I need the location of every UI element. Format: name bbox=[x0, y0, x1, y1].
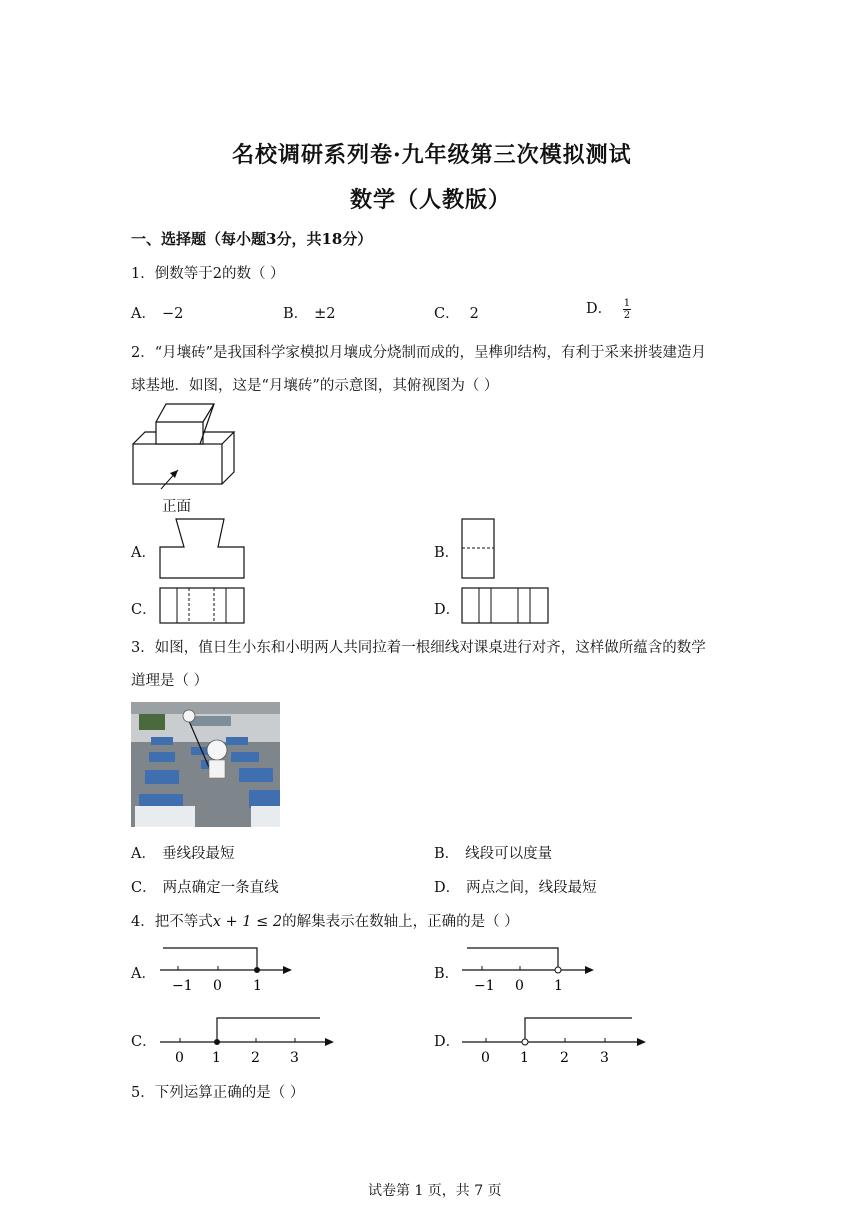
fraction-numerator: 1 bbox=[623, 297, 631, 309]
question-2-stem-line1: 2．“月壤砖”是我国科学家模拟月壤成分烧制而成的，呈榫卯结构，有利于采来拼装建造月 bbox=[131, 345, 707, 361]
q1-option-c[interactable] bbox=[434, 302, 479, 323]
q4-option-d-numberline bbox=[460, 1010, 652, 1066]
q2-option-c-label[interactable]: C． bbox=[131, 602, 157, 618]
inequality: x + 1 ≤ 2 bbox=[212, 914, 283, 930]
figure-label-front: 正面 bbox=[162, 499, 191, 515]
q4-option-c-label[interactable]: C． bbox=[131, 1034, 157, 1050]
option-text: 两点确定一条直线 bbox=[162, 880, 279, 896]
q4-option-a-numberline bbox=[158, 940, 298, 996]
q3-option-b[interactable] bbox=[434, 842, 552, 863]
page-title: 名校调研系列卷·九年级第三次模拟测试 bbox=[232, 142, 632, 168]
option-letter: A． bbox=[131, 306, 156, 322]
q2-option-c-figure bbox=[158, 586, 246, 626]
tick-label: 3 bbox=[290, 1050, 299, 1066]
option-text: 2 bbox=[469, 306, 479, 322]
q3-option-c[interactable] bbox=[131, 876, 279, 897]
q4-option-d-label[interactable]: D． bbox=[434, 1034, 461, 1050]
classroom-photo bbox=[131, 702, 280, 827]
q2-option-a-label[interactable]: A． bbox=[131, 545, 156, 561]
option-text: ±2 bbox=[314, 306, 336, 322]
q2-option-d-label[interactable]: D． bbox=[434, 602, 461, 618]
q4-option-a-label[interactable]: A． bbox=[131, 966, 156, 982]
tick-label: 0 bbox=[481, 1050, 490, 1066]
option-letter: A． bbox=[131, 846, 156, 862]
option-text: 垂线段最短 bbox=[161, 846, 235, 862]
tick-label: −1 bbox=[474, 978, 495, 994]
option-letter: C． bbox=[434, 306, 460, 322]
q4-option-b-numberline bbox=[460, 940, 600, 996]
tick-label: −1 bbox=[172, 978, 193, 994]
question-4-stem bbox=[131, 910, 519, 931]
q4-option-b-label[interactable]: B． bbox=[434, 966, 460, 982]
q2-option-a-figure bbox=[158, 517, 248, 581]
q2-option-b-figure bbox=[460, 517, 496, 581]
question-2-stem-line2: 球基地．如图，这是“月壤砖”的示意图，其俯视图为（ ） bbox=[131, 378, 499, 394]
section-heading: 一、选择题（每小题3分，共18分） bbox=[131, 230, 373, 248]
tick-label: 2 bbox=[251, 1050, 260, 1066]
option-letter: D． bbox=[586, 301, 613, 317]
fraction bbox=[623, 298, 631, 321]
question-1-stem: 1．倒数等于2的数（ ） bbox=[131, 266, 285, 282]
tick-label: 1 bbox=[554, 978, 563, 994]
option-text: −2 bbox=[161, 306, 184, 322]
stem-pre: 4．把不等式 bbox=[131, 914, 213, 930]
option-letter: D． bbox=[434, 880, 461, 896]
tick-label: 2 bbox=[560, 1050, 569, 1066]
tick-label: 0 bbox=[175, 1050, 184, 1066]
q1-option-d[interactable] bbox=[586, 297, 631, 321]
tick-label: 1 bbox=[212, 1050, 221, 1066]
q1-option-a[interactable] bbox=[131, 302, 183, 323]
option-text: 两点之间，线段最短 bbox=[466, 880, 597, 896]
option-letter: C． bbox=[131, 880, 157, 896]
tick-label: 1 bbox=[520, 1050, 529, 1066]
q2-option-d-figure bbox=[460, 586, 550, 626]
tick-label: 0 bbox=[213, 978, 222, 994]
q3-option-a[interactable] bbox=[131, 842, 234, 863]
question-3-stem-line2: 道理是（ ） bbox=[131, 673, 209, 689]
page-subtitle: 数学（人教版） bbox=[350, 187, 512, 213]
fraction-denominator: 2 bbox=[623, 309, 631, 321]
q3-option-d[interactable] bbox=[434, 876, 597, 897]
stem-post: 的解集表示在数轴上，正确的是（ ） bbox=[282, 914, 519, 930]
option-letter: B． bbox=[283, 306, 309, 322]
tick-label: 0 bbox=[515, 978, 524, 994]
q4-option-c-numberline bbox=[158, 1010, 340, 1066]
option-text: 线段可以度量 bbox=[465, 846, 553, 862]
question-5-stem: 5．下列运算正确的是（ ） bbox=[131, 1085, 305, 1101]
option-letter: B． bbox=[434, 846, 460, 862]
page-footer: 试卷第 1 页，共 7 页 bbox=[368, 1183, 502, 1199]
tick-label: 1 bbox=[253, 978, 262, 994]
q2-option-b-label[interactable]: B． bbox=[434, 545, 460, 561]
tick-label: 3 bbox=[600, 1050, 609, 1066]
question-3-stem-line1: 3．如图，值日生小东和小明两人共同拉着一根细线对课桌进行对齐，这样做所蕴含的数学 bbox=[131, 640, 706, 656]
q1-option-b[interactable] bbox=[283, 302, 336, 323]
